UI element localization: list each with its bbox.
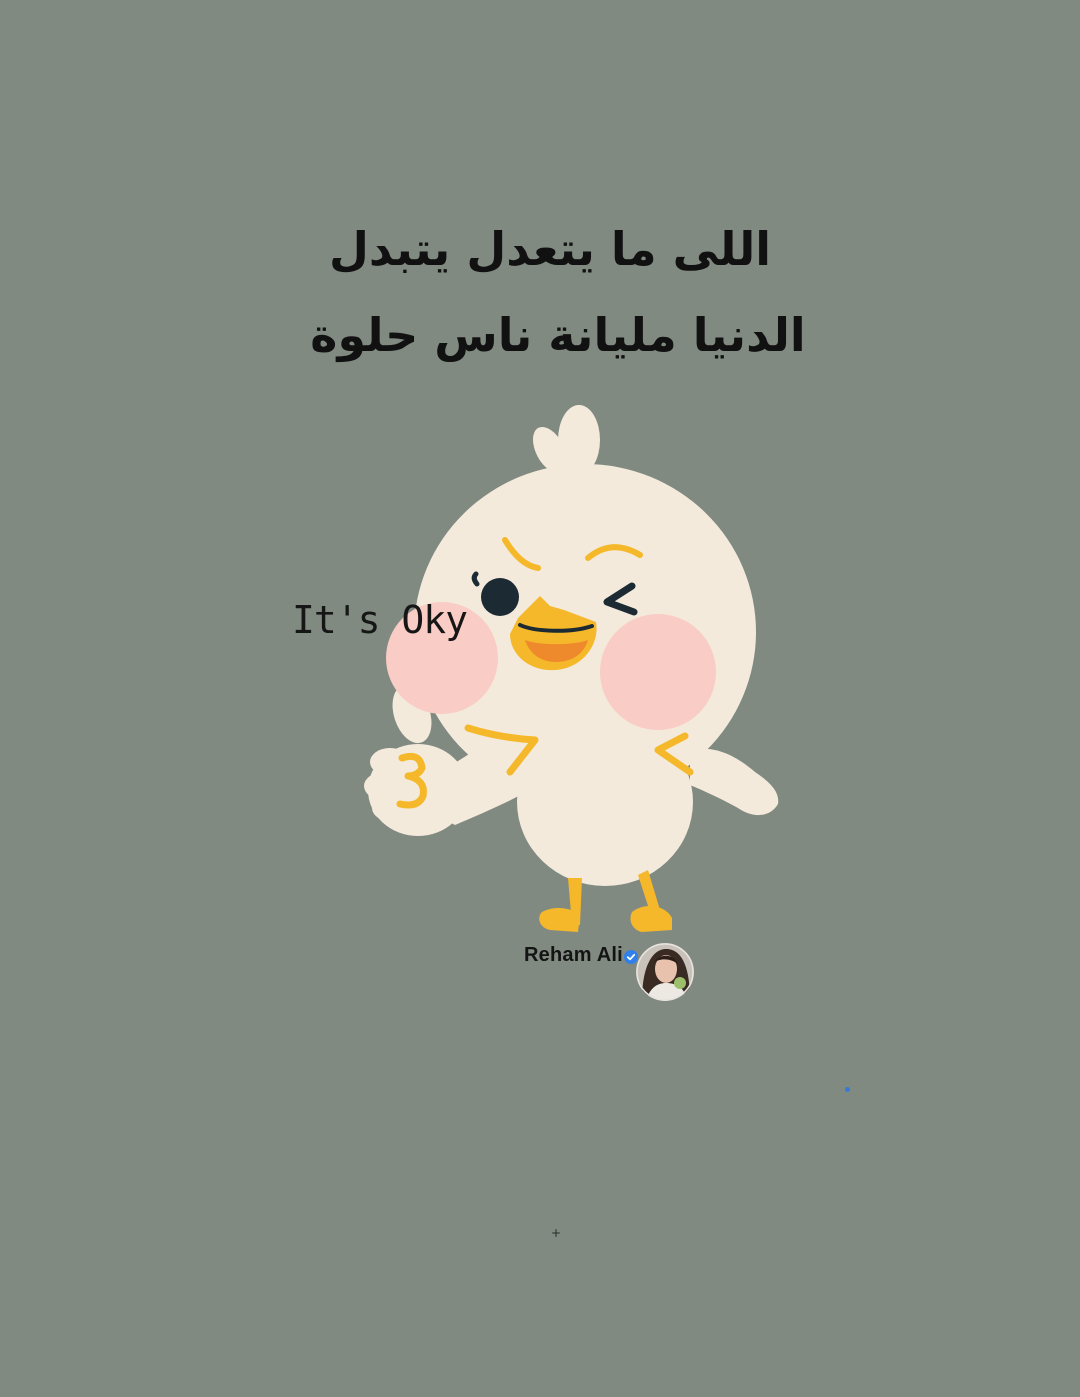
- creator-avatar: [636, 943, 694, 1001]
- chick-illustration: [360, 400, 790, 940]
- right-wing: [690, 749, 778, 815]
- its-oky-caption: It's Oky: [292, 598, 468, 642]
- quote-line-2: الدنيا مليانة ناس حلوة: [310, 308, 806, 362]
- plus-mark-icon: +: [551, 1226, 562, 1240]
- eyelash: [474, 574, 477, 584]
- quote-line-1: اللى ما يتعدل يتبدل: [329, 222, 771, 276]
- right-cheek: [600, 614, 716, 730]
- left-eye: [481, 578, 519, 616]
- creator-watermark: [524, 944, 638, 967]
- creator-name: Reham Ali: [524, 944, 623, 966]
- blue-dot-mark: [845, 1087, 850, 1092]
